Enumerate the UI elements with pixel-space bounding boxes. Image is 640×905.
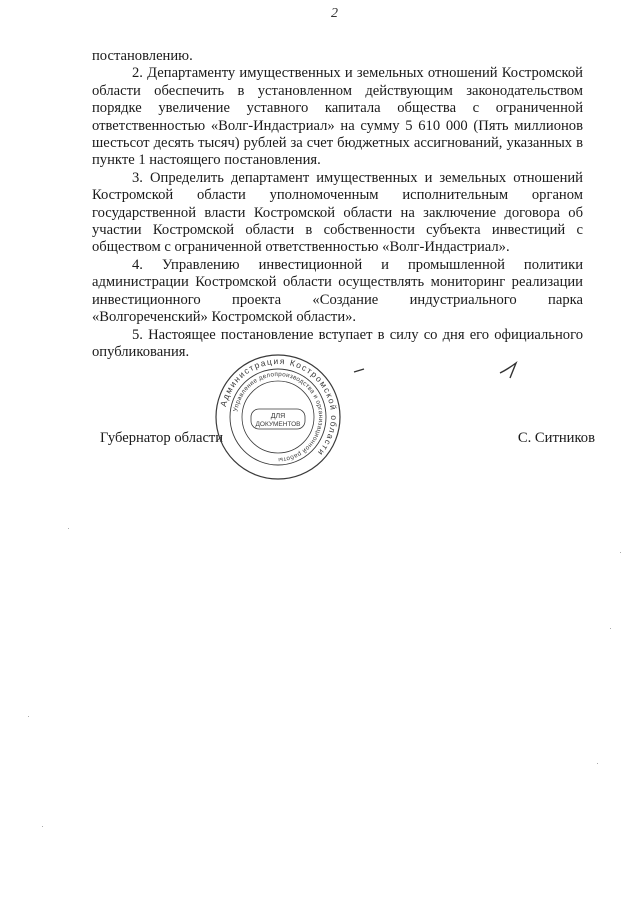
scan-speck — [68, 528, 69, 529]
svg-text:Управление делопроизводства и: Управление делопроизводства и организационной работы — [232, 370, 325, 464]
svg-text:Администрация Костромской обла: Администрация Костромской области — [218, 355, 340, 459]
scan-speck — [620, 552, 621, 553]
page-number: 2 — [331, 6, 338, 21]
official-stamp — [213, 352, 343, 482]
scan-speck — [42, 826, 43, 827]
paragraph-5: 5. Настоящее постановление вступает в силу со дня его официального опубликования. — [92, 326, 583, 360]
paragraph-continuation: постановлению. — [92, 48, 193, 64]
paragraph-3: 3. Определить департамент имущественных и земельных отношений Костромской области уполномоченным исполнительным органом государственной власти Костромской области на заключение договора об участии Костромской области в собственности субъекта инвестиций с обществом с ограниченной ответственностью «Волг-Индастриал». — [92, 169, 583, 256]
stamp-center-line2: ДОКУМЕНТОВ — [255, 421, 301, 428]
paragraph-4: 4. Управлению инвестиционной и промышленной политики администрации Костромской области осуществлять мониторинг реализации инвестиционного проекта «Создание индустриального парка «Волгореченский» Костромской области». — [92, 256, 583, 326]
signatory-name: С. Ситников — [517, 430, 595, 446]
scan-speck — [610, 628, 611, 629]
signature-row — [100, 430, 595, 450]
stamp-center-line1: ДЛЯ — [270, 413, 286, 420]
paragraph-2: 2. Департаменту имущественных и земельных отношений Костромской области обеспечить в установленном действующим законодательством порядке увеличение уставного капитала общества с ограниченной ответственностью «Волг-Индастриал» на сумму 5 610 000 (Пять миллионов шестьсот десять тысяч) рублей за счет бюджетных ассигнований, указанных в пункте 1 настоящего постановления. — [92, 65, 583, 169]
signatory-position: Губернатор области — [100, 430, 224, 446]
scan-speck — [28, 716, 29, 717]
document-body — [92, 48, 583, 361]
handwritten-signature — [350, 360, 530, 382]
scan-speck — [597, 763, 598, 764]
